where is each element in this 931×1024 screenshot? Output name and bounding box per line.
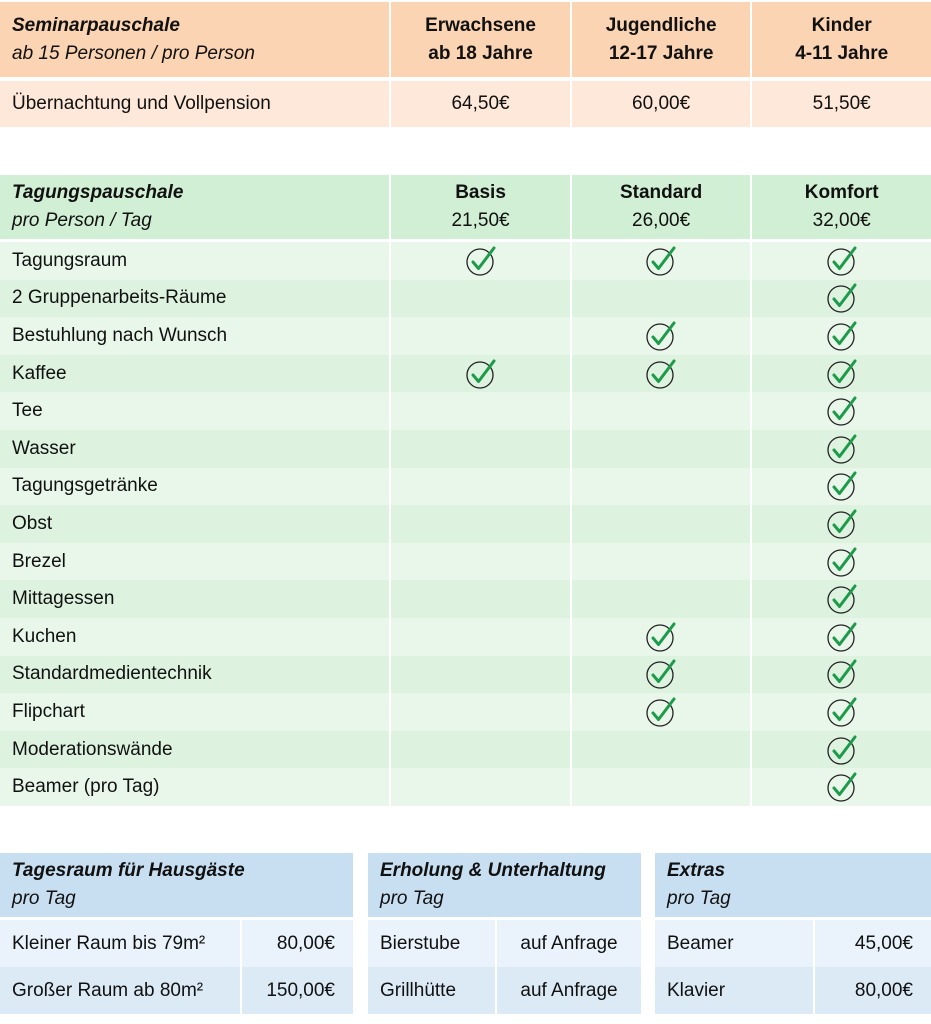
row-label: Bierstube (368, 920, 495, 967)
tagesraum-table (0, 853, 355, 1014)
erholung-header-row (368, 853, 641, 917)
seminar-table (0, 2, 931, 127)
check-cell (391, 280, 570, 318)
check-cell (572, 392, 751, 430)
package-price: 26,00€ (632, 210, 691, 231)
check-cell (572, 242, 751, 280)
price-cell: 150,00€ (242, 967, 353, 1014)
price-cell: 80,00€ (242, 920, 353, 967)
column-sublabel: ab 18 Jahre (428, 42, 533, 64)
package-header-komfort (752, 175, 931, 239)
tagung-subtitle: pro Person / Tag (12, 210, 152, 231)
check-cell (752, 242, 931, 280)
check-cell (572, 430, 751, 468)
tagung-title: Tagungspauschale (12, 182, 184, 203)
check-cell (752, 280, 931, 318)
package-price: 21,50€ (451, 210, 510, 231)
seminar-column-header (572, 2, 751, 77)
price-cell: auf Anfrage (497, 920, 641, 967)
table-row (0, 392, 931, 430)
check-cell (752, 317, 931, 355)
check-cell (752, 731, 931, 769)
seminar-title: Seminarpauschale (12, 14, 180, 36)
check-cell (572, 543, 751, 581)
check-circle-icon (464, 358, 498, 390)
erholung-table (366, 853, 643, 1014)
feature-label: Mittagessen (0, 580, 389, 618)
check-cell (391, 468, 570, 506)
check-cell (752, 618, 931, 656)
check-cell (572, 468, 751, 506)
check-cell (752, 693, 931, 731)
check-cell (752, 580, 931, 618)
check-circle-icon (825, 508, 859, 540)
table-row (368, 920, 641, 967)
package-name: Standard (619, 182, 703, 203)
check-circle-icon (825, 395, 859, 427)
extras-header-row (655, 853, 931, 917)
check-cell (572, 355, 751, 393)
table-row (0, 242, 931, 280)
price-cell: 45,00€ (815, 920, 931, 967)
check-cell (572, 505, 751, 543)
table-row (0, 430, 931, 468)
check-cell (752, 392, 931, 430)
feature-label: Tee (0, 392, 389, 430)
feature-label: Flipchart (0, 693, 389, 731)
tagung-table (0, 175, 931, 806)
check-circle-icon (825, 546, 859, 578)
check-cell (391, 580, 570, 618)
row-label: Kleiner Raum bis 79m² (0, 920, 240, 967)
price-cell: 64,50€ (391, 81, 570, 127)
extras-subtitle: pro Tag (667, 888, 731, 909)
table-row (0, 317, 931, 355)
check-circle-icon (644, 658, 678, 690)
price-cell: auf Anfrage (497, 967, 641, 1014)
table-row (655, 967, 931, 1014)
check-cell (752, 656, 931, 694)
check-circle-icon (825, 583, 859, 615)
feature-label: Brezel (0, 543, 389, 581)
check-cell (572, 768, 751, 806)
tagesraum-title: Tagesraum für Hausgäste (12, 860, 245, 881)
tagesraum-subtitle: pro Tag (12, 888, 76, 909)
package-name: Komfort (804, 182, 879, 203)
table-row (0, 768, 931, 806)
erholung-title-cell (368, 853, 641, 917)
seminar-column-header (752, 2, 931, 77)
check-circle-icon (825, 621, 859, 653)
tagesraum-title-cell (0, 853, 353, 917)
check-cell (752, 355, 931, 393)
check-cell (572, 618, 751, 656)
package-header-standard (572, 175, 751, 239)
check-circle-icon (644, 358, 678, 390)
check-cell (391, 317, 570, 355)
check-cell (572, 656, 751, 694)
check-circle-icon (825, 734, 859, 766)
table-row (0, 656, 931, 694)
column-label: Jugendliche (605, 14, 717, 36)
check-cell (391, 731, 570, 769)
feature-list (0, 242, 931, 806)
seminar-header-row (0, 2, 931, 77)
extras-title-cell (655, 853, 931, 917)
feature-label: Standardmedientechnik (0, 656, 389, 694)
tagesraum-header-row (0, 853, 353, 917)
check-circle-icon (464, 245, 498, 277)
table-row (0, 731, 931, 769)
check-cell (752, 468, 931, 506)
check-cell (572, 731, 751, 769)
price-cell: 51,50€ (752, 81, 931, 127)
seminar-column-header (391, 2, 570, 77)
check-cell (391, 656, 570, 694)
column-sublabel: 12-17 Jahre (608, 42, 714, 64)
feature-label: 2 Gruppenarbeits-Räume (0, 280, 389, 318)
row-label: Beamer (655, 920, 813, 967)
check-cell (391, 355, 570, 393)
package-header-basis (391, 175, 570, 239)
table-row (655, 920, 931, 967)
check-circle-icon (825, 358, 859, 390)
column-label: Kinder (811, 14, 872, 36)
check-cell (391, 768, 570, 806)
price-cell: 80,00€ (815, 967, 931, 1014)
check-cell (391, 693, 570, 731)
check-cell (752, 505, 931, 543)
feature-label: Kaffee (0, 355, 389, 393)
check-cell (391, 430, 570, 468)
seminar-subtitle: ab 15 Personen / pro Person (12, 42, 255, 64)
check-circle-icon (644, 621, 678, 653)
row-label: Klavier (655, 967, 813, 1014)
table-row (368, 967, 641, 1014)
tagung-title-cell (0, 175, 389, 239)
erholung-subtitle: pro Tag (380, 888, 444, 909)
extras-table (653, 853, 931, 1014)
check-cell (572, 580, 751, 618)
check-cell (752, 768, 931, 806)
table-row (0, 967, 353, 1014)
feature-label: Bestuhlung nach Wunsch (0, 317, 389, 355)
table-row (0, 693, 931, 731)
row-label: Großer Raum ab 80m² (0, 967, 240, 1014)
table-row (0, 280, 931, 318)
feature-label: Kuchen (0, 618, 389, 656)
table-row (0, 580, 931, 618)
check-cell (572, 693, 751, 731)
check-circle-icon (644, 696, 678, 728)
check-circle-icon (825, 245, 859, 277)
feature-label: Wasser (0, 430, 389, 468)
check-circle-icon (825, 433, 859, 465)
check-cell (391, 392, 570, 430)
table-row (0, 355, 931, 393)
feature-label: Moderationswände (0, 731, 389, 769)
table-row (0, 618, 931, 656)
check-cell (391, 505, 570, 543)
table-row (0, 468, 931, 506)
check-cell (572, 280, 751, 318)
feature-label: Tagungsgetränke (0, 468, 389, 506)
table-row (0, 920, 353, 967)
check-cell (391, 543, 570, 581)
check-cell (572, 317, 751, 355)
table-row (0, 505, 931, 543)
check-cell (752, 430, 931, 468)
check-circle-icon (644, 320, 678, 352)
check-cell (752, 543, 931, 581)
check-circle-icon (644, 245, 678, 277)
table-row (0, 543, 931, 581)
feature-label: Beamer (pro Tag) (0, 768, 389, 806)
feature-label: Obst (0, 505, 389, 543)
feature-label: Tagungsraum (0, 242, 389, 280)
package-name: Basis (455, 182, 506, 203)
tagung-header-row (0, 175, 931, 239)
check-circle-icon (825, 470, 859, 502)
column-label: Erwachsene (425, 14, 536, 36)
price-cell: 60,00€ (572, 81, 751, 127)
row-label: Grillhütte (368, 967, 495, 1014)
check-cell (391, 618, 570, 656)
package-price: 32,00€ (812, 210, 871, 231)
check-circle-icon (825, 282, 859, 314)
check-circle-icon (825, 696, 859, 728)
table-row (0, 81, 931, 127)
extras-title: Extras (667, 860, 726, 881)
check-cell (391, 242, 570, 280)
column-sublabel: 4-11 Jahre (795, 42, 889, 64)
row-label: Übernachtung und Vollpension (0, 81, 389, 127)
check-circle-icon (825, 658, 859, 690)
check-circle-icon (825, 320, 859, 352)
erholung-title: Erholung & Unterhaltung (380, 860, 606, 881)
seminar-title-cell (0, 2, 389, 77)
check-circle-icon (825, 771, 859, 803)
